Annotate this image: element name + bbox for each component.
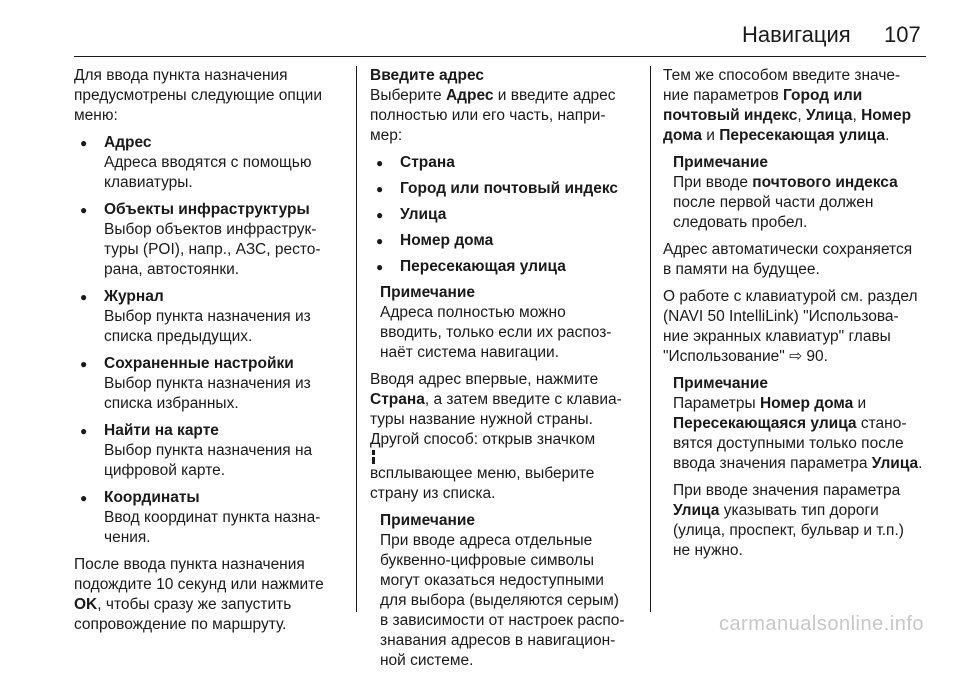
column-2: [370, 66, 636, 678]
first-entry-paragraph: Вводя адрес впервые, нажмите Страна, а затем введите с клавиа- туры название нужной страны. Другой способ: открыв значком всплывающее меню, выберите страну из списка.: [370, 371, 622, 502]
field-street: ● Улица: [370, 205, 636, 225]
option-favorites-desc: Выбор пункта назначения из списка избранных.: [104, 375, 311, 412]
note-block-2: Примечание При вводе адреса отдельные буквенно-цифровые символы могут оказаться недоступными для выбора (выделяются серым) в зависимости от настроек распо- знавания адресов в навигацион- ной системе.: [380, 512, 625, 669]
field-city: ● Город или почтовый индекс: [370, 179, 636, 199]
option-coords-desc: Ввод координат пункта назна- чения.: [104, 509, 321, 546]
same-method-paragraph: Тем же способом введите значе- ние параметров Город или почтовый индекс, Улица, Номер дома и Пересекающая улица.: [663, 67, 912, 144]
option-coords-title: ● Координаты: [74, 488, 344, 508]
section-heading: Введите адрес: [370, 67, 484, 84]
column-divider-1: [356, 66, 357, 612]
field-house: ● Номер дома: [370, 231, 636, 251]
option-history-desc: Выбор пункта назначения из списка предыдущих.: [104, 308, 311, 345]
page-number: 107: [884, 22, 921, 47]
enter-address-section: Введите адрес Выберите Адрес и введите адрес полностью или его часть, напри- мер:: [370, 66, 636, 146]
intro-paragraph: Для ввода пункта назначения предусмотрены следующие опции меню:: [74, 67, 322, 124]
note-block-3: Примечание При вводе почтового индекса после первой части должен следовать пробел.: [673, 154, 898, 231]
watermark: carmanualsonline.info: [718, 613, 924, 635]
option-history-title: ● Журнал: [74, 287, 344, 307]
menu-dots-icon: [372, 450, 381, 464]
column-divider-2: [650, 66, 651, 612]
note-block-1: Примечание Адреса полностью можно вводить, только если их распоз- наёт система навигации.: [380, 284, 612, 361]
note-block-4: Примечание Параметры Номер дома и Пересекающаяся улица стано- вятся доступными только после ввода значения параметра Улица. При вводе значения параметра Улица указывать тип дороги (улица, проспект, бульвар и т.п.) не нужно.: [673, 375, 923, 559]
field-country: ● Страна: [370, 153, 636, 173]
option-poi-desc: Выбор объектов инфраструк- туры (POI), напр., АЗС, ресто- рана, автостоянки.: [104, 221, 321, 278]
keyboard-reference-paragraph: О работе с клавиатурой см. раздел (NAVI 50 IntelliLink) "Использова- ние экранных клавиатур" главы "Использование" ⇨ 90.: [663, 288, 918, 365]
page-reference-arrow-icon: ⇨: [789, 348, 803, 365]
column-1: [74, 66, 344, 642]
option-address-desc: Адреса вводятся с помощью клавиатуры.: [104, 154, 312, 191]
option-address-title: ● Адрес: [74, 133, 344, 153]
header-rule: [74, 56, 926, 57]
option-poi-title: ● Объекты инфраструктуры: [74, 200, 344, 220]
option-favorites-title: ● Сохраненные настройки: [74, 354, 344, 374]
page-title: Навигация: [742, 22, 851, 47]
option-map-title: ● Найти на карте: [74, 421, 344, 441]
after-paragraph: После ввода пункта назначения подождите 10 секунд или нажмите OK, чтобы сразу же запустить сопровождение по маршруту.: [74, 556, 324, 633]
option-map-desc: Выбор пункта назначения на цифровой карте.: [104, 442, 313, 479]
column-3: [663, 66, 931, 568]
field-cross-street: ● Пересекающая улица: [370, 257, 636, 277]
autosave-paragraph: Адрес автоматически сохраняется в памяти на будущее.: [663, 241, 913, 278]
